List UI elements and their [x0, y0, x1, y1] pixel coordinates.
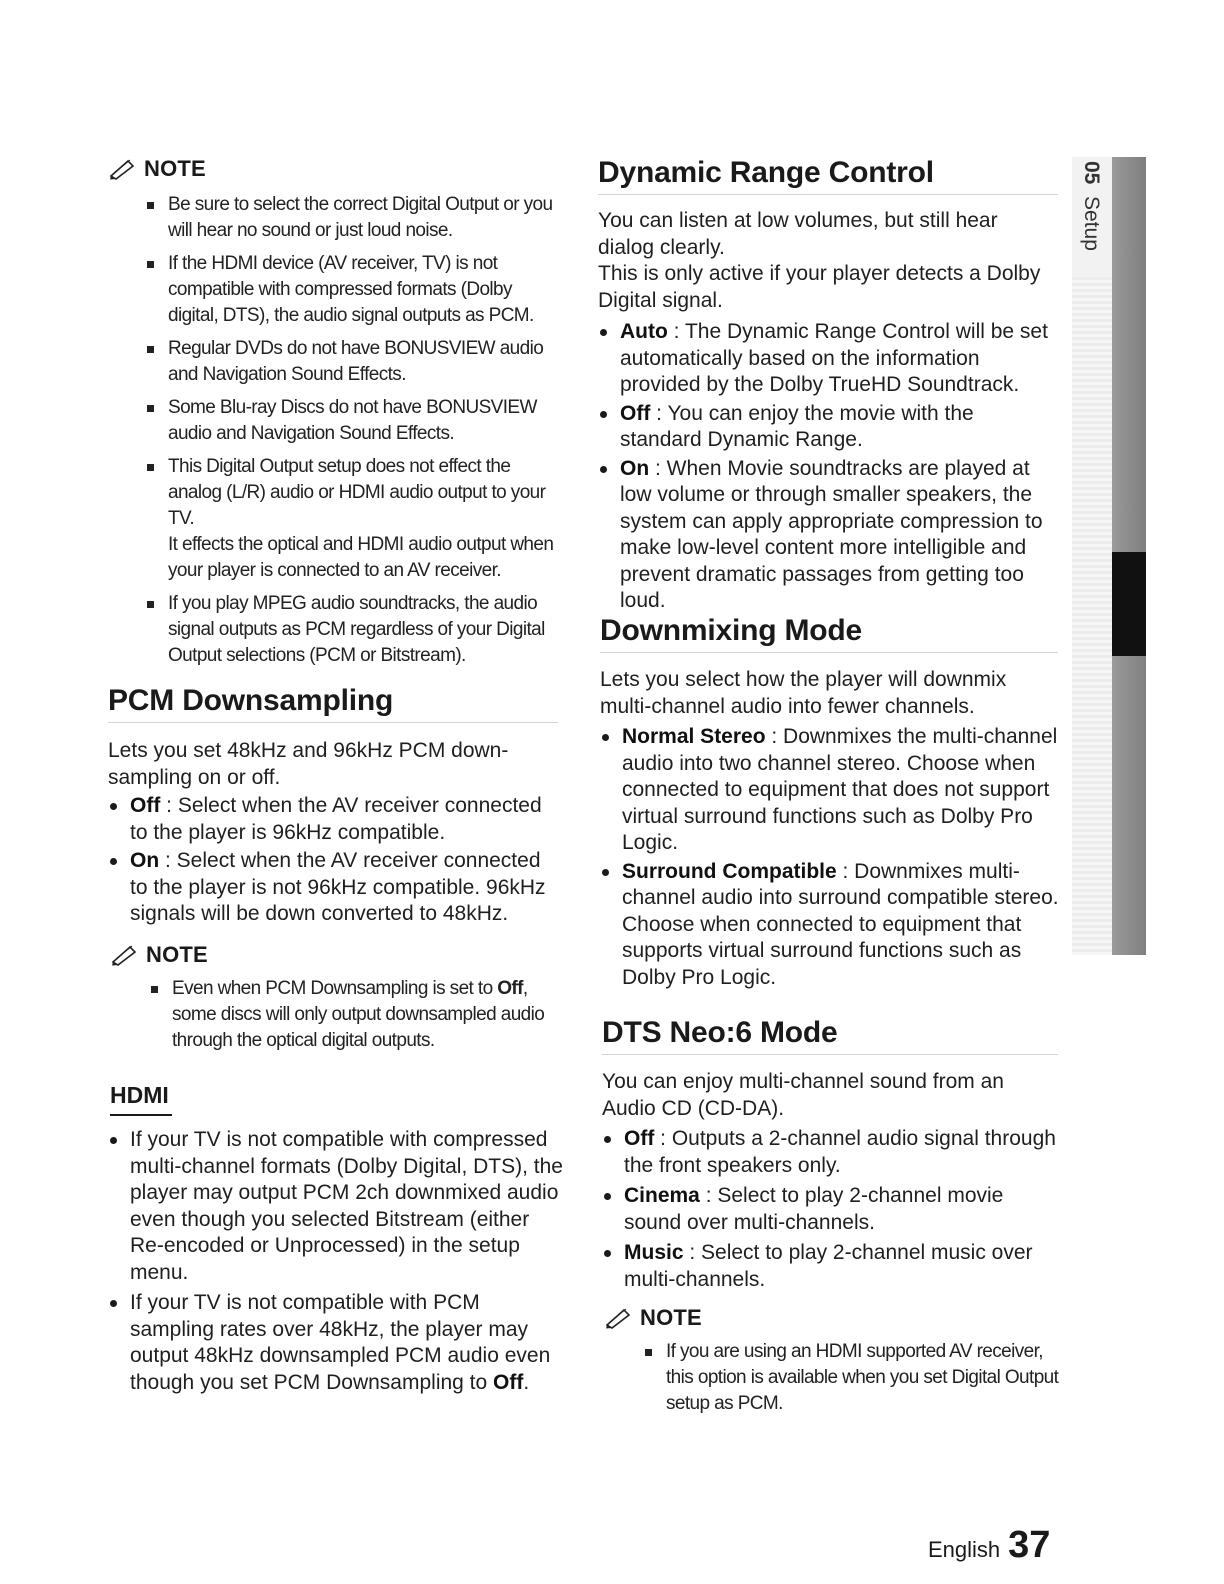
- option-term: Surround Compatible: [622, 859, 837, 883]
- downmix-option-surround-compatible: [600, 859, 1060, 992]
- option-text: : Select to play 2-channel movie sound over multi-channels.: [624, 1184, 1004, 1234]
- note-list: [150, 976, 570, 1054]
- note-item: Regular DVDs do not have BONUSVIEW audio and Navigation Sound Effects.: [146, 336, 566, 388]
- tab-current-chapter-marker: [1112, 552, 1146, 656]
- tab-dark-strip: [1112, 656, 1146, 955]
- downmix-intro: Lets you select how the player will downmix multi-channel audio into fewer channels.: [600, 668, 1007, 718]
- chapter-number: 05: [1080, 161, 1103, 185]
- note-heading: [110, 942, 208, 968]
- note-text: , some discs will only output downsampled audio through the optical digital outputs.: [172, 978, 545, 1051]
- hdmi-note: If your TV is not compatible with compressed multi-channel formats (Dolby Digital, DTS), the player may output PCM 2ch downmixed audio even though you selected Bitstream (either Re-encoded or Unprocessed) in the setup menu.: [108, 1127, 566, 1286]
- option-term: On: [130, 849, 160, 872]
- dts-option-cinema: [602, 1183, 1060, 1236]
- dts-options: [602, 1126, 1060, 1293]
- page-number: 37: [1008, 1524, 1051, 1566]
- option-text: : You can enjoy the movie with the standard Dynamic Range.: [620, 401, 974, 451]
- note-term: Off: [497, 978, 523, 999]
- section-title-pcm-downsampling: PCM Downsampling: [108, 684, 394, 717]
- note-label: NOTE: [146, 942, 208, 967]
- dts-option-off: [602, 1126, 1060, 1179]
- option-term: Normal Stereo: [622, 725, 766, 748]
- section-divider: [600, 652, 1058, 653]
- note-label: NOTE: [640, 1305, 702, 1330]
- footer-language: English: [928, 1537, 1001, 1562]
- drc-intro: This is only active if your player detects a Dolby Digital signal.: [598, 262, 1041, 312]
- option-term: Cinema: [624, 1184, 700, 1207]
- section-title-dts-neo6-mode: DTS Neo:6 Mode: [602, 1016, 838, 1049]
- section-title-downmixing-mode: Downmixing Mode: [600, 614, 862, 647]
- hdmi-note: [108, 1290, 566, 1396]
- pcm-option-off: [108, 793, 563, 846]
- note-item-continued: It effects the optical and HDMI audio output when your player is connected to an AV receiver.: [168, 534, 554, 581]
- chapter-label: Setup: [1080, 196, 1103, 252]
- note-item: If the HDMI device (AV receiver, TV) is not compatible with compressed formats (Dolby digital, DTS), the audio signal outputs as PCM.: [146, 251, 566, 329]
- option-text: : Select to play 2-channel music over multi-channels.: [624, 1241, 1033, 1291]
- pencil-note-icon: [108, 158, 136, 180]
- dts-option-music: [602, 1240, 1060, 1293]
- note-item: If you are using an HDMI supported AV receiver, this option is available when you set Digital Output setup as PCM.: [644, 1339, 1060, 1417]
- tab-dark-strip: [1112, 157, 1146, 552]
- note-item: This Digital Output setup does not effect the analog (L/R) audio or HDMI audio output to your TV.: [146, 454, 566, 532]
- drc-options: [598, 319, 1060, 615]
- note-label: NOTE: [144, 156, 206, 181]
- note-item: If you play MPEG audio soundtracks, the audio signal outputs as PCM regardless of your Digital Output selections (PCM or Bitstream).: [146, 591, 566, 669]
- hdmi-note-term: Off: [493, 1370, 524, 1394]
- drc-intro: You can listen at low volumes, but still hear dialog clearly.: [598, 209, 998, 259]
- option-text: : Select when the AV receiver connected to the player is not 96kHz compatible. 96kHz signals will be down converted to 48kHz.: [130, 849, 546, 925]
- note-item: Be sure to select the correct Digital Output or you will hear no sound or just loud noise.: [146, 192, 566, 244]
- downmix-option-normal-stereo: [600, 724, 1060, 857]
- page-footer: [928, 1524, 1050, 1567]
- option-text: : Select when the AV receiver connected to the player is 96kHz compatible.: [130, 794, 542, 844]
- note-item: [150, 976, 570, 1054]
- hdmi-notes: [108, 1127, 566, 1396]
- note-list: [644, 1339, 1060, 1417]
- pcm-intro: Lets you set 48kHz and 96kHz PCM down-sampling on or off.: [108, 739, 509, 789]
- option-term: Auto: [620, 320, 668, 343]
- note-list: [146, 192, 566, 669]
- pencil-note-icon: [110, 944, 138, 966]
- subsection-title-hdmi: HDMI: [110, 1082, 169, 1108]
- tab-text: [1074, 161, 1108, 273]
- section-divider: [602, 1054, 1058, 1055]
- option-text: : When Movie soundtracks are played at low volume or through smaller speakers, the system can apply appropriate compression to make low-level content more intelligible and prevent dramatic passages from getting too loud.: [620, 456, 1043, 612]
- option-text: : Downmixes the multi-channel audio into two channel stereo. Choose when connected to equipment that does not support virtual surround functions such as Dolby Pro Logic.: [622, 725, 1058, 854]
- option-term: Music: [624, 1241, 684, 1264]
- option-term: On: [620, 456, 650, 480]
- option-text: : Outputs a 2-channel audio signal through the front speakers only.: [624, 1127, 1056, 1177]
- drc-option-on: [598, 456, 1060, 615]
- note-item: Some Blu-ray Discs do not have BONUSVIEW audio and Navigation Sound Effects.: [146, 395, 566, 447]
- option-text: : Downmixes multi-channel audio into surround compatible stereo. Choose when connected to equipment that supports virtual surround functions such as Dolby Pro Logic.: [622, 859, 1059, 989]
- pcm-options: [108, 793, 563, 928]
- drc-option-auto: [598, 319, 1060, 399]
- note-heading: [604, 1305, 702, 1331]
- note-heading: [108, 156, 206, 182]
- hdmi-note-text: .: [523, 1370, 530, 1394]
- pcm-option-on: [108, 848, 563, 928]
- option-term: Off: [624, 1127, 655, 1150]
- pencil-note-icon: [604, 1307, 632, 1329]
- drc-option-off: [598, 401, 1060, 454]
- dts-intro: You can enjoy multi-channel sound from an Audio CD (CD-DA).: [602, 1070, 1004, 1120]
- chapter-side-tab: [1072, 157, 1146, 955]
- section-divider: [108, 722, 558, 723]
- option-term: Off: [130, 794, 161, 817]
- option-term: Off: [620, 401, 651, 425]
- section-title-dynamic-range-control: Dynamic Range Control: [598, 156, 934, 189]
- note-text: Even when PCM Downsampling is set to: [172, 978, 498, 999]
- section-divider: [598, 194, 1058, 195]
- option-text: : The Dynamic Range Control will be set automatically based on the information provided by the Dolby TrueHD Soundtrack.: [620, 320, 1048, 396]
- tab-light-strip: [1072, 277, 1112, 955]
- downmix-options: [600, 724, 1060, 991]
- subsection-underline: [110, 1114, 172, 1116]
- hdmi-note-text: If your TV is not compatible with PCM sampling rates over 48kHz, the player may output 48kHz downsampled PCM audio even though you set PCM Downsampling to: [130, 1291, 551, 1394]
